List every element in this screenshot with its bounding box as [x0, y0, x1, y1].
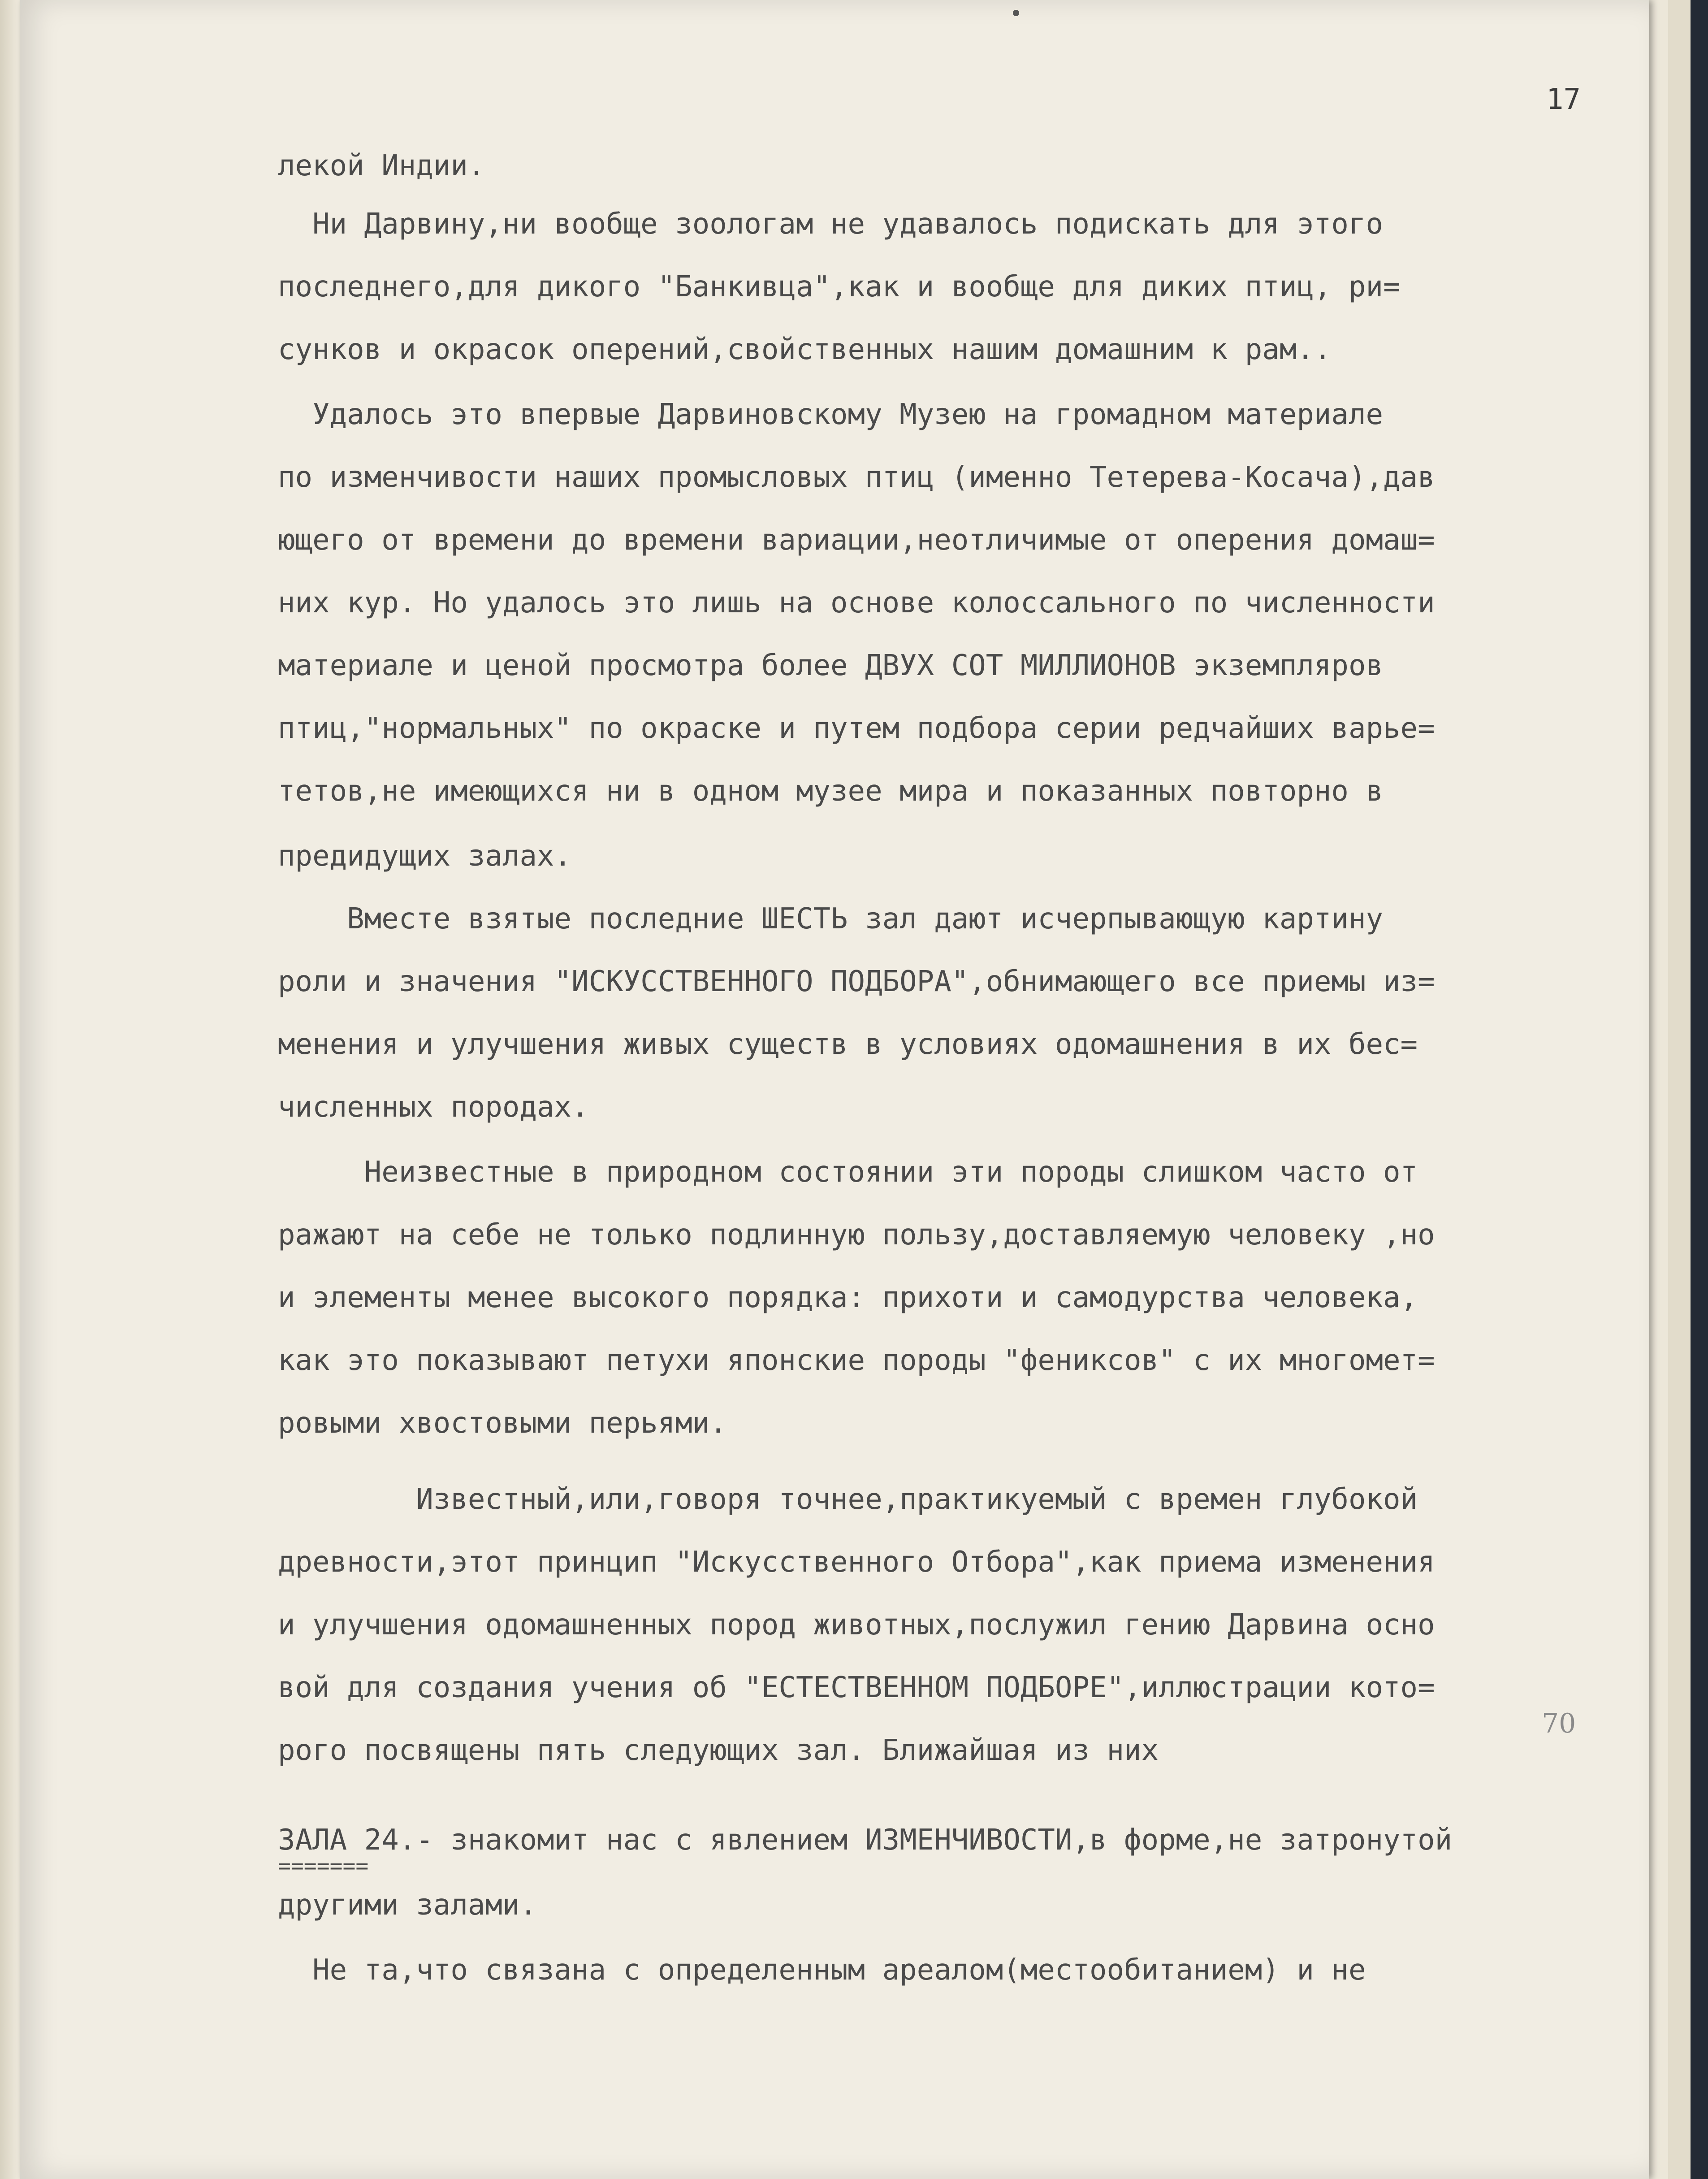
text-line: и улучшения одомашненных пород животных,послужил гению Дарвина осно — [278, 1608, 1435, 1642]
margin-note: 70 — [1542, 1708, 1576, 1739]
typewritten-page — [20, 0, 1649, 2179]
text-line: Известный,или,говоря точнее,практикуемый с времен глубокой — [278, 1483, 1418, 1516]
text-line: численных породах. — [278, 1091, 589, 1124]
text-line: другими залами. — [278, 1889, 537, 1922]
text-line: Ни Дарвину,ни вообще зоологам не удавалось подискать для этого — [278, 208, 1383, 241]
text-line: них кур. Но удалось это лишь на основе колоссального по численности — [278, 586, 1435, 619]
heading-underline: ======= — [278, 1854, 369, 1879]
section-heading-line: ЗАЛА 24.- знакомит нас с явлением ИЗМЕНЧИВОСТИ,в форме,не затронутой — [278, 1824, 1453, 1857]
ink-dot — [1013, 10, 1019, 16]
text-line: птиц,"нормальных" по окраске и путем подбора серии редчайших варье= — [278, 712, 1435, 745]
text-line: ражают на себе не только подлинную пользу,доставляемую человеку ,но — [278, 1218, 1435, 1252]
text-line: последнего,для дикого "Банкивца",как и вообще для диких птиц, ри= — [278, 270, 1401, 303]
page-number: 17 — [1546, 83, 1581, 116]
text-line: лекой Индии. — [278, 149, 485, 182]
text-line: Вместе взятые последние ШЕСТЬ зал дают исчерпывающую картину — [278, 902, 1383, 936]
text-line: Не та,что связана с определенным ареалом(местообитанием) и не — [278, 1954, 1366, 1987]
page-body — [278, 148, 1667, 1987]
text-line: как это показывают петухи японские породы "фениксов" с их многомет= — [278, 1344, 1435, 1377]
text-line: по изменчивости наших промысловых птиц (именно Тетерева-Косача),дав — [278, 461, 1435, 494]
text-line: ровыми хвостовыми перьями. — [278, 1407, 727, 1440]
text-line: вой для создания учения об "ЕСТЕСТВЕННОМ ПОДБОРЕ",иллюстрации кото= — [278, 1671, 1435, 1704]
text-line: рого посвящены пять следующих зал. Ближайшая из них — [278, 1734, 1159, 1767]
text-line: древности,этот принцип "Искусственного Отбора",как приема изменения — [278, 1546, 1435, 1579]
text-line: Удалось это впервые Дарвиновскому Музею на громадном материале — [278, 398, 1383, 431]
text-line: сунков и окрасок оперений,свойственных нашим домашним к рам.. — [278, 333, 1332, 366]
text-line: Неизвестные в природном состоянии эти породы слишком часто от — [278, 1156, 1418, 1189]
text-line: материале и ценой просмотра более ДВУХ СОТ МИЛЛИОНОВ экземпляров — [278, 649, 1383, 682]
text-line: предидущих залах. — [278, 840, 572, 873]
text-line: менения и улучшения живых существ в условиях одомашнения в их бес= — [278, 1028, 1418, 1061]
text-line: тетов,не имеющихся ни в одном музее мира и показанных повторно в — [278, 775, 1383, 808]
text-line: и элементы менее высокого порядка: прихоти и самодурства человека, — [278, 1281, 1418, 1314]
text-line: роли и значения "ИСКУССТВЕННОГО ПОДБОРА",обнимающего все приемы из= — [278, 965, 1435, 998]
text-line: ющего от времени до времени вариации,неотличимые от оперения домаш= — [278, 524, 1435, 557]
